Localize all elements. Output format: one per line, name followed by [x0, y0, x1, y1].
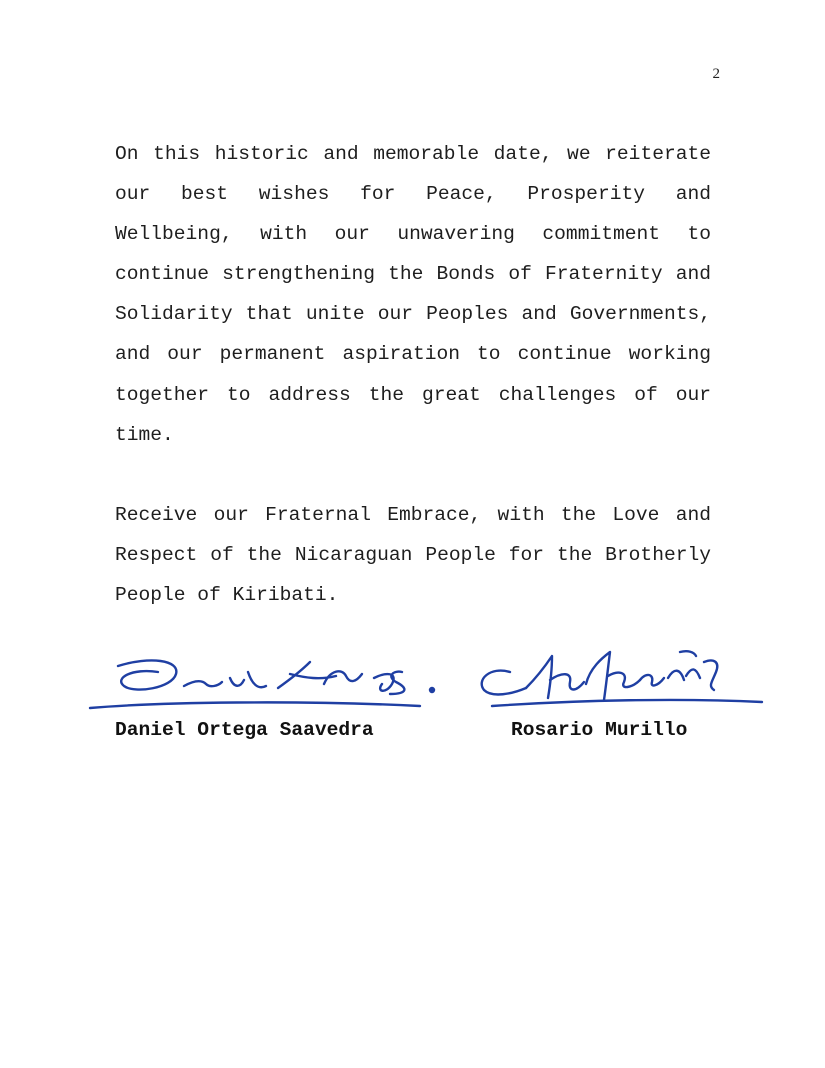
- body-paragraph-embrace: Receive our Fraternal Embrace, with the Love and Respect of the Nicaraguan People for the Brotherly People of Kiribati.: [115, 504, 711, 607]
- signatures-ink: [80, 628, 780, 728]
- signer-name-daniel-ortega: Daniel Ortega Saavedra: [115, 719, 374, 741]
- handwritten-signature-daniel-ortega: [90, 660, 434, 708]
- handwritten-signature-rosario-murillo: [482, 651, 762, 706]
- page-number: 2: [712, 66, 720, 82]
- signature-block: [80, 628, 780, 758]
- signer-name-rosario-murillo: Rosario Murillo: [511, 719, 688, 741]
- body-paragraph-wishes: On this historic and memorable date, we reiterate our best wishes for Peace, Prosperity and Wellbeing, with our unwavering commitment to continue strengthening the Bonds of Fraternity and Solidarity that unite our Peoples and Governments, and our permanent aspiration to continue working together to address the great challenges of our time.: [115, 143, 711, 446]
